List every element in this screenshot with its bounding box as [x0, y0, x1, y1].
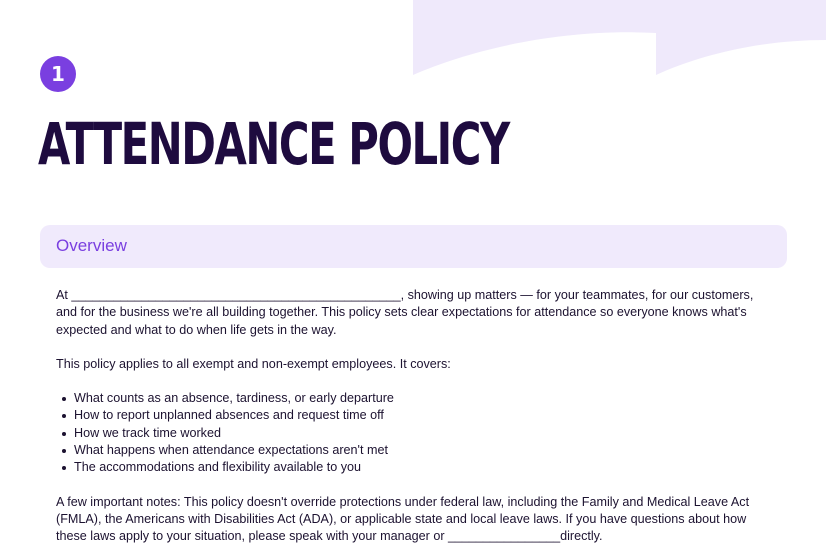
list-item: What counts as an absence, tardiness, or early departure: [74, 390, 771, 407]
scope-paragraph: This policy applies to all exempt and non-exempt employees. It covers:: [56, 356, 451, 371]
list-item: The accommodations and flexibility available to you: [74, 459, 771, 476]
page-title: ATTENDANCE POLICY: [38, 110, 509, 178]
section-number-badge: 1: [40, 56, 76, 92]
overview-heading: Overview: [56, 236, 127, 255]
covered-topics-list: [56, 390, 771, 476]
decorative-background-shape: [0, 0, 826, 90]
intro-paragraph: At _______________________________________________, showing up matters — for your teammates, for our customers, and for the business we're all building together. This policy sets clear expectations for attendance so everyone knows what's expected and what to do when life gets in the way.: [56, 288, 754, 337]
notes-paragraph: A few important notes: This policy doesn't override protections under federal law, including the Family and Medical Leave Act (FMLA), the Americans with Disabilities Act (ADA), or applicable state and local leave laws. If you have questions about how these laws apply to your situation, please speak with your manager or ________________directly.: [56, 494, 750, 544]
list-item: How to report unplanned absences and request time off: [74, 407, 771, 424]
overview-body: [56, 287, 771, 546]
list-item: How we track time worked: [74, 425, 771, 442]
overview-section-header: [40, 225, 787, 268]
list-item: What happens when attendance expectations aren't met: [74, 442, 771, 459]
